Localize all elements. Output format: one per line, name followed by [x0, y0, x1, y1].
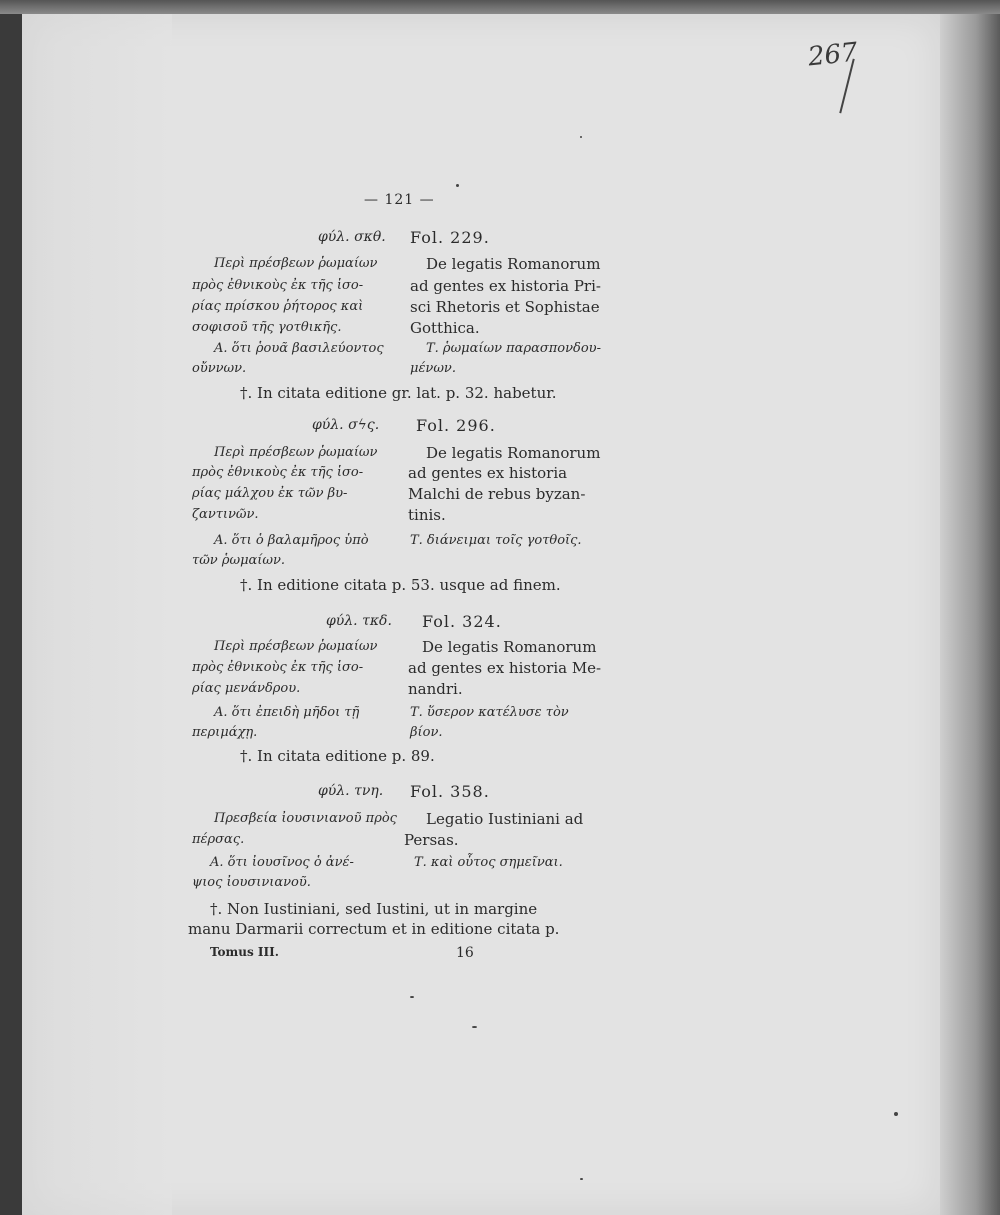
entry-2-greek-line: ρίας μάλχου ἐκ τῶν βυ- [192, 486, 348, 501]
page-gutter-shadow [940, 14, 1000, 1215]
entry-1-latin-line: De legatis Romanorum [426, 255, 601, 273]
entry-4-latin-line: Persas. [404, 831, 459, 849]
entry-4-t-line: Τ. καὶ οὗτος σημεῖναι. [414, 855, 563, 870]
entry-3-fil: φύλ. τκδ. [326, 613, 392, 629]
entry-2-latin-line: ad gentes ex historia [408, 464, 568, 482]
entry-3-a-line: Α. ὅτι ἐπειδὴ μῆδοι τῇ [214, 705, 360, 720]
entry-3-latin-line: ad gentes ex historia Me- [408, 659, 602, 677]
entry-2-greek-line: Περὶ πρέσβεων ῥωμαίων [214, 445, 378, 460]
entry-3-t-line: Τ. ὕσερον κατέλυσε τὸν [410, 705, 569, 720]
page-number: — 121 — [364, 192, 435, 208]
entry-1-t-line: μένων. [410, 361, 456, 376]
footer-signature: 16 [456, 945, 474, 961]
page-left-shade [22, 14, 172, 1215]
footer-volume: Tomus III. [210, 945, 279, 959]
entry-2-fol: Fol. 296. [416, 416, 496, 435]
entry-1-a-line: οὔννων. [192, 361, 247, 376]
scan-speck [456, 184, 459, 187]
scan-speck [894, 1112, 898, 1116]
entry-3-greek-line: Περὶ πρέσβεων ῥωμαίων [214, 639, 378, 654]
entry-2-a-line: Α. ὅτι ὁ βαλαμῆρος ὑπὸ [214, 533, 369, 548]
entry-4-a-line: Α. ὅτι ἰουσῖνος ὁ ἀνέ- [210, 855, 354, 870]
entry-2-greek-line: ζαντινῶν. [192, 507, 259, 522]
entry-3-note: †. In citata editione p. 89. [240, 747, 435, 765]
entry-1-t-line: Τ. ῥωμαίων παρασπονδου- [426, 341, 601, 356]
scan-speck [472, 1026, 477, 1028]
entry-2-latin-line: Malchi de rebus byzan- [408, 485, 586, 503]
entry-2-latin-line: tinis. [408, 506, 446, 524]
entry-2-a-line: τῶν ῥωμαίων. [192, 553, 286, 568]
final-note-line: manu Darmarii correctum et in editione citata p. [188, 920, 560, 938]
entry-4-greek-line: πέρσας. [192, 832, 245, 847]
entry-1-greek-line: Περὶ πρέσβεων ῥωμαίων [214, 256, 378, 271]
entry-3-greek-line: πρὸς ἐθνικοὺς ἐκ τῆς ἱσο- [192, 660, 364, 675]
entry-1-greek-line: σοφισοῦ τῆς γοτθικῆς. [192, 320, 342, 335]
entry-4-greek-line: Πρεσβεία ἰουσινιανοῦ πρὸς [214, 811, 397, 826]
scan-top-edge [0, 0, 1000, 14]
entry-2-latin-line: De legatis Romanorum [426, 444, 601, 462]
entry-3-greek-line: ρίας μενάνδρου. [192, 681, 301, 696]
scan-speck [580, 136, 582, 138]
entry-1-fil: φύλ. σκθ. [318, 229, 386, 245]
entry-3-latin-line: nandri. [408, 680, 463, 698]
scan-speck [410, 996, 414, 998]
final-note-line: †. Non Iustiniani, sed Iustini, ut in margine [210, 900, 538, 918]
handwritten-folio-number: 267 [806, 37, 860, 73]
entry-1-fol: Fol. 229. [410, 228, 490, 247]
entry-2-greek-line: πρὸς ἐθνικοὺς ἐκ τῆς ἱσο- [192, 465, 364, 480]
entry-4-fol: Fol. 358. [410, 782, 490, 801]
entry-2-fil: φύλ. σϟς. [312, 417, 380, 433]
entry-1-note: †. In citata editione gr. lat. p. 32. habetur. [240, 384, 557, 402]
entry-2-t-line: Τ. διάνειμαι τοῖς γοτθοῖς. [410, 533, 582, 548]
entry-3-a-line: περιμάχῃ. [192, 725, 258, 740]
entry-4-latin-line: Legatio Iustiniani ad [426, 810, 584, 828]
entry-1-greek-line: πρὸς ἐθνικοὺς ἐκ τῆς ἱσο- [192, 278, 364, 293]
entry-1-a-line: Α. ὅτι ῥουᾶ βασιλεύοντος [214, 341, 384, 356]
entry-1-latin-line: Gotthica. [410, 319, 480, 337]
entry-4-fil: φύλ. τνη. [318, 783, 384, 799]
entry-1-latin-line: sci Rhetoris et Sophistae [410, 298, 600, 316]
scan-speck [580, 1178, 583, 1180]
entry-1-greek-line: ρίας πρίσκου ῥήτορος καὶ [192, 299, 364, 314]
entry-3-t-line: βίον. [410, 725, 443, 740]
entry-3-latin-line: De legatis Romanorum [422, 638, 597, 656]
entry-3-fol: Fol. 324. [422, 612, 502, 631]
entry-2-note: †. In editione citata p. 53. usque ad finem. [240, 576, 561, 594]
entry-4-a-line: ψιος ἰουσινιανοῦ. [192, 875, 311, 890]
entry-1-latin-line: ad gentes ex historia Pri- [410, 277, 601, 295]
